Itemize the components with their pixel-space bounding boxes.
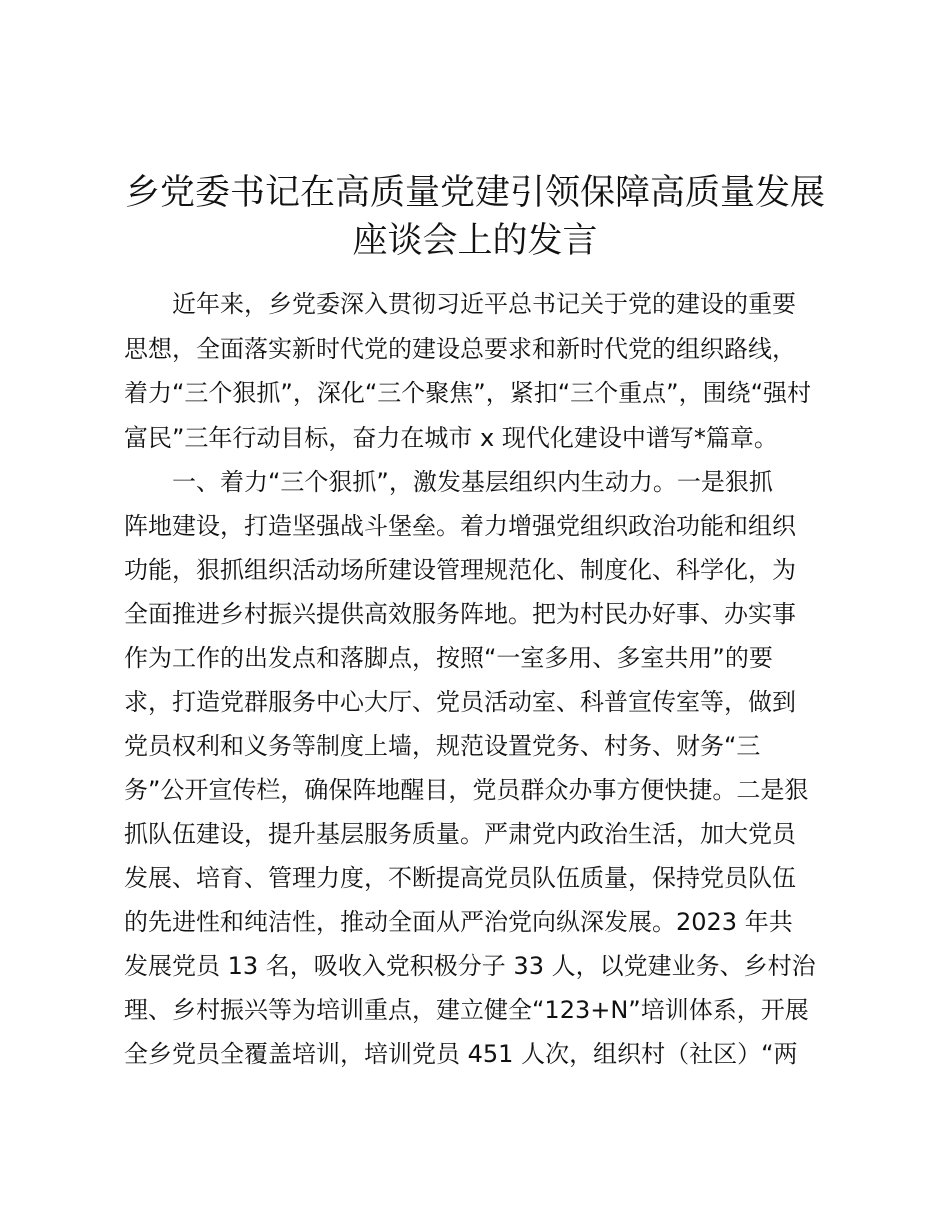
document-title-line-2: 座谈会上的发言 (352, 221, 598, 261)
document-title-line-1: 乡党委书记在高质量党建引领保障高质量发展 (124, 173, 825, 213)
paragraph-1-line-3: 着力“三个狠抓”，深化“三个聚焦”，紧扣“三个重点”，围绕“强村 (124, 379, 812, 407)
paragraph-2-line-11: 的先进性和纯洁性，推动全面从严治党向纵深发展。2023 年共 (124, 908, 793, 936)
paragraph-2-line-14: 全乡党员全覆盖培训，培训党员 451 人次，组织村（社区）“两 (124, 1040, 798, 1068)
paragraph-2-line-9: 抓队伍建设，提升基层服务质量。严肃党内政治生活，加大党员 (124, 820, 796, 848)
paragraph-2-line-5: 作为工作的出发点和落脚点，按照“一室多用、多室共用”的要 (124, 644, 773, 672)
paragraph-2-line-7: 党员权利和义务等制度上墙，规范设置党务、村务、财务“三 (124, 732, 761, 760)
paragraph-2-line-3: 功能，狠抓组织活动场所建设管理规范化、制度化、科学化，为 (124, 556, 796, 584)
paragraph-1-line-2: 思想，全面落实新时代党的建设总要求和新时代党的组织路线， (124, 335, 796, 363)
paragraph-2-line-10: 发展、培育、管理力度，不断提高党员队伍质量，保持党员队伍 (124, 864, 796, 892)
paragraph-2-line-6: 求，打造党群服务中心大厅、党员活动室、科普宣传室等，做到 (124, 688, 796, 716)
paragraph-1-line-4: 富民”三年行动目标，奋力在城市 x 现代化建设中谱写*篇章。 (124, 424, 778, 452)
paragraph-1-line-1: 近年来，乡党委深入贯彻习近平总书记关于党的建设的重要 (172, 290, 796, 318)
paragraph-2-line-12: 发展党员 13 名，吸收入党积极分子 33 人，以党建业务、乡村治 (124, 952, 816, 980)
paragraph-2-line-2: 阵地建设，打造坚强战斗堡垒。着力增强党组织政治功能和组织 (124, 512, 796, 540)
paragraph-2-line-1: 一、着力“三个狠抓”，激发基层组织内生动力。一是狠抓 (172, 468, 773, 496)
paragraph-2-line-4: 全面推进乡村振兴提供高效服务阵地。把为村民办好事、办实事 (124, 600, 796, 628)
paragraph-2-line-8: 务”公开宣传栏，确保阵地醒目，党员群众办事方便快捷。二是狠 (124, 776, 809, 804)
paragraph-2-line-13: 理、乡村振兴等为培训重点，建立健全“123+N”培训体系，开展 (124, 996, 809, 1024)
